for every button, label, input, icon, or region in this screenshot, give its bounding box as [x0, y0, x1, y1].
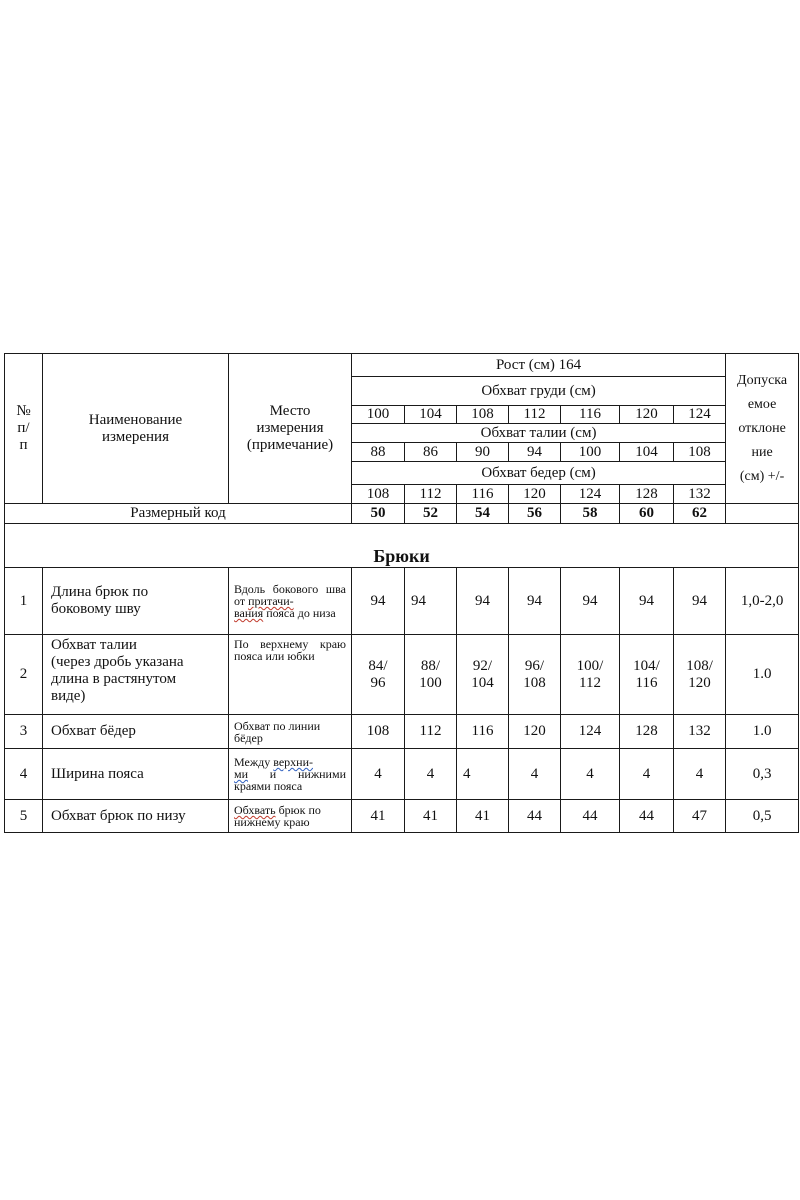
size-code-value: 50: [352, 504, 405, 524]
row-num: 3: [5, 715, 43, 749]
row-name: Длина брюк по боковому шву: [43, 568, 229, 635]
size-code-row: [5, 504, 799, 524]
waist-value: 90: [457, 443, 509, 462]
row-value: 41: [405, 800, 457, 833]
size-code-value: 54: [457, 504, 509, 524]
waist-value: 104: [620, 443, 674, 462]
waist-value: 100: [561, 443, 620, 462]
note-text: Между: [234, 755, 274, 769]
hips-value: 120: [509, 485, 561, 504]
table-row: [5, 635, 799, 715]
row-name: Обхват бёдер: [43, 715, 229, 749]
row-num: 2: [5, 635, 43, 715]
note-text: брюк по нижнему краю: [234, 803, 321, 829]
note-spell-word: притачи- вания: [234, 594, 294, 620]
row-value: 128: [620, 715, 674, 749]
waist-value: 94: [509, 443, 561, 462]
row-value: 108: [352, 715, 405, 749]
row-value: 41: [457, 800, 509, 833]
row-value: 4: [509, 749, 561, 800]
size-code-value: 56: [509, 504, 561, 524]
row-value: 108/ 120: [674, 635, 726, 715]
table-row: [5, 800, 799, 833]
row-value: 120: [509, 715, 561, 749]
note-text: пояса до низа: [263, 606, 336, 620]
chest-value: 108: [457, 406, 509, 424]
row-value: 84/ 96: [352, 635, 405, 715]
row-note: [229, 715, 352, 749]
table-row: [5, 749, 799, 800]
row-note: [229, 635, 352, 715]
chest-value: 116: [561, 406, 620, 424]
chest-value: 120: [620, 406, 674, 424]
note-spell-word: Обхвать: [234, 803, 276, 817]
row-note: [229, 749, 352, 800]
waist-value: 86: [405, 443, 457, 462]
note-spell-word: верхни- ми: [234, 755, 313, 781]
hips-value: 112: [405, 485, 457, 504]
row-note: [229, 800, 352, 833]
note-text: Обхват по линии бёдер: [234, 718, 321, 745]
header-num: № п/ п: [5, 354, 43, 504]
chest-value: 100: [352, 406, 405, 424]
waist-value: 108: [674, 443, 726, 462]
size-chart-table: [4, 353, 799, 833]
row-value: 4: [352, 749, 405, 800]
chest-value: 104: [405, 406, 457, 424]
row-value: 88/ 100: [405, 635, 457, 715]
row-value: 100/ 112: [561, 635, 620, 715]
note-text: и нижними краями пояса: [234, 767, 346, 793]
size-code-empty: [726, 504, 799, 524]
note-text: Вдоль бокового шва от: [234, 582, 346, 608]
row-value: 4: [405, 749, 457, 800]
hips-value: 124: [561, 485, 620, 504]
row-value: 4: [674, 749, 726, 800]
row-value: 94: [457, 568, 509, 635]
header-place: Место измерения (примечание): [229, 354, 352, 504]
row-name: Обхват брюк по низу: [43, 800, 229, 833]
row-value: 44: [561, 800, 620, 833]
row-tolerance: 1.0: [726, 635, 799, 715]
row-tolerance: 0,5: [726, 800, 799, 833]
row-value: 104/ 116: [620, 635, 674, 715]
row-tolerance: 1.0: [726, 715, 799, 749]
height-label: Рост (см) 164: [352, 354, 726, 377]
row-note: [229, 568, 352, 635]
row-value: 112: [405, 715, 457, 749]
chest-label: Обхват груди (см): [352, 377, 726, 406]
header-name: Наименование измерения: [43, 354, 229, 504]
row-value: 4: [457, 749, 509, 800]
row-value: 116: [457, 715, 509, 749]
waist-label: Обхват талии (см): [352, 424, 726, 443]
row-value: 41: [352, 800, 405, 833]
row-name: Ширина пояса: [43, 749, 229, 800]
table-row: [5, 568, 799, 635]
row-name: Обхват талии (через дробь указана длина в растянутом виде): [43, 635, 229, 715]
row-tolerance: 1,0-2,0: [726, 568, 799, 635]
header-tolerance: Допуска емое отклоне ние (см) +/-: [726, 354, 799, 504]
row-num: 1: [5, 568, 43, 635]
hips-value: 132: [674, 485, 726, 504]
note-text: По верхнему краю пояса или юбки: [234, 637, 346, 663]
row-num: 4: [5, 749, 43, 800]
size-code-value: 58: [561, 504, 620, 524]
header-row-height: [5, 354, 799, 377]
row-value: 94: [405, 568, 457, 635]
section-title: Брюки: [5, 524, 799, 568]
row-value: 94: [352, 568, 405, 635]
row-value: 92/ 104: [457, 635, 509, 715]
waist-value: 88: [352, 443, 405, 462]
row-value: 4: [620, 749, 674, 800]
row-value: 94: [674, 568, 726, 635]
row-value: 94: [561, 568, 620, 635]
row-value: 132: [674, 715, 726, 749]
size-code-value: 62: [674, 504, 726, 524]
hips-value: 128: [620, 485, 674, 504]
size-code-value: 60: [620, 504, 674, 524]
row-value: 44: [620, 800, 674, 833]
section-row: [5, 524, 799, 568]
row-num: 5: [5, 800, 43, 833]
chest-value: 124: [674, 406, 726, 424]
row-value: 4: [561, 749, 620, 800]
hips-value: 116: [457, 485, 509, 504]
size-code-value: 52: [405, 504, 457, 524]
row-tolerance: 0,3: [726, 749, 799, 800]
row-value: 124: [561, 715, 620, 749]
hips-label: Обхват бедер (см): [352, 462, 726, 485]
hips-value: 108: [352, 485, 405, 504]
row-value: 94: [620, 568, 674, 635]
table-row: [5, 715, 799, 749]
row-value: 94: [509, 568, 561, 635]
row-value: 44: [509, 800, 561, 833]
row-value: 47: [674, 800, 726, 833]
size-code-label: Размерный код: [5, 504, 352, 524]
row-value: 96/ 108: [509, 635, 561, 715]
chest-value: 112: [509, 406, 561, 424]
